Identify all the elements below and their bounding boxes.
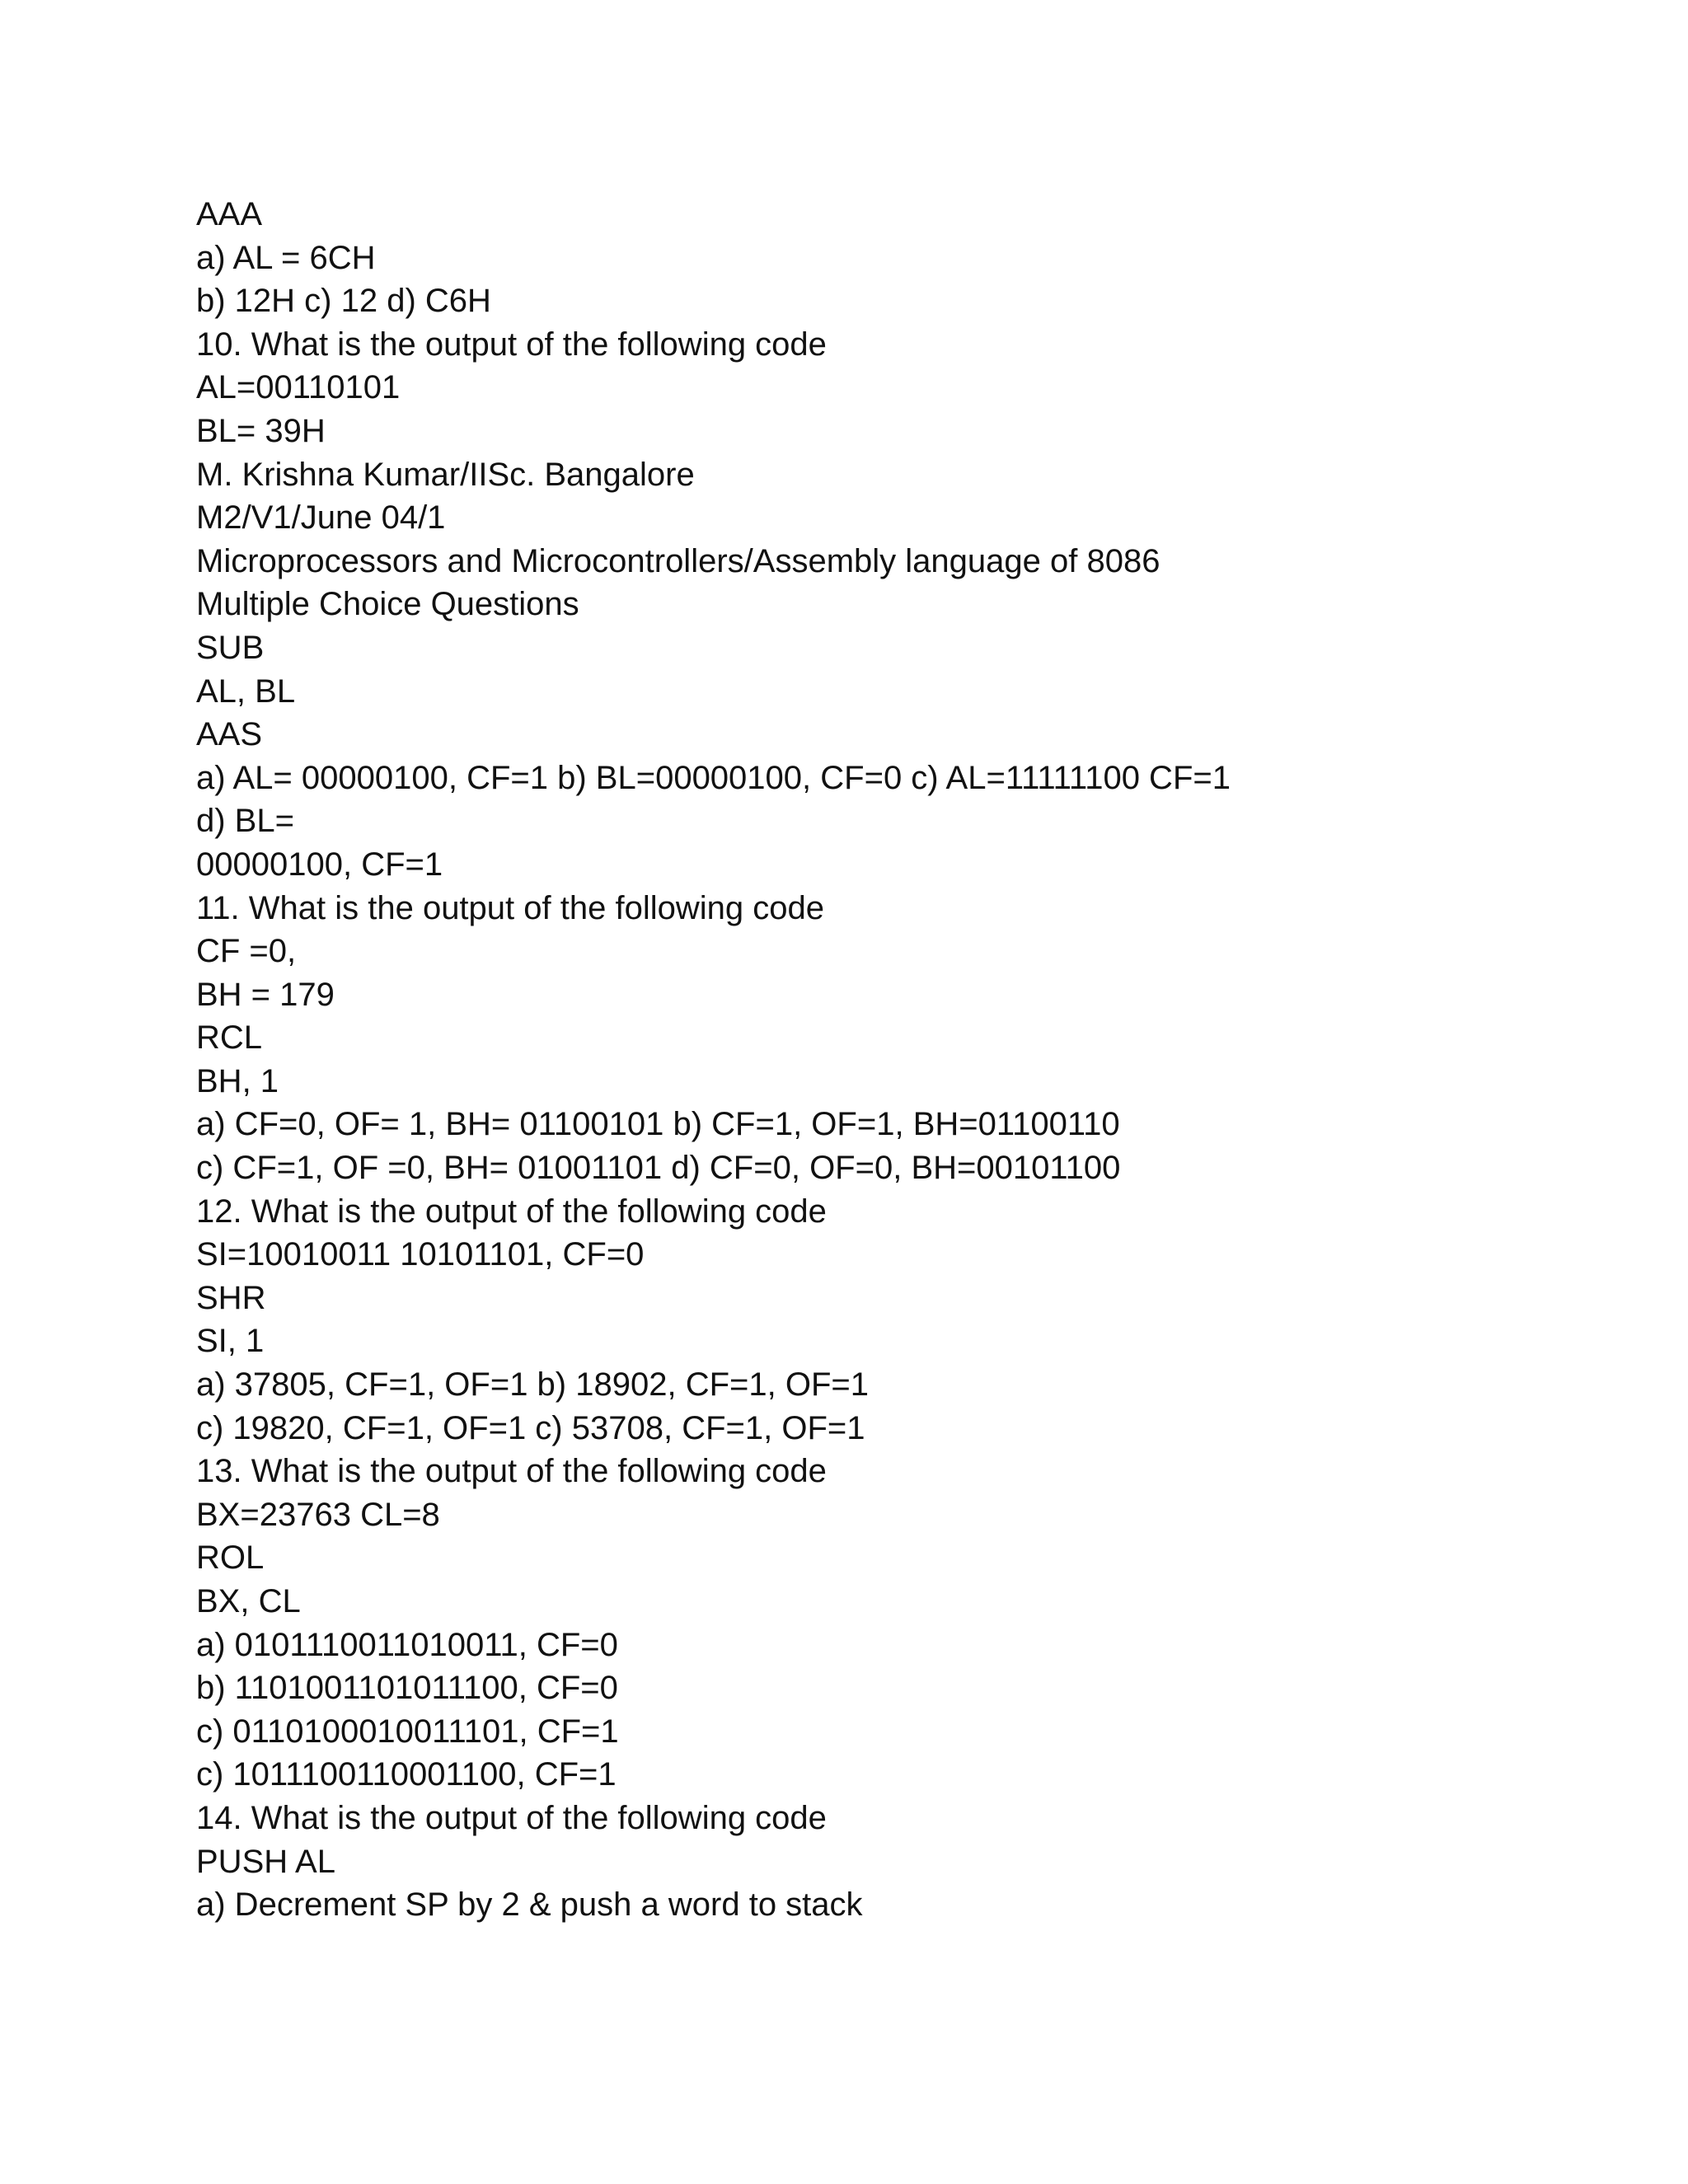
document-text [196, 193, 1597, 1927]
text-line: AAA [196, 196, 263, 232]
course-title: Microprocessors and Microcontrollers/Assembly language of 8086 [196, 542, 1160, 579]
answer-option-line: c) CF=1, OF =0, BH= 01001101 d) CF=0, OF=0, BH=00101100 [196, 1150, 1121, 1187]
code-line: PUSH AL [196, 1843, 335, 1880]
code-line: BX, CL [196, 1583, 301, 1619]
answer-option-line: a) 0101110011010011, CF=0 [196, 1626, 618, 1663]
author-line: M. Krishna Kumar/IISc. Bangalore [196, 456, 695, 493]
section-title: Multiple Choice Questions [196, 586, 579, 623]
code-line: BH = 179 [196, 976, 335, 1013]
answer-option-line: a) 37805, CF=1, OF=1 b) 18902, CF=1, OF=1 [196, 1366, 869, 1404]
answer-option-line: b) 12H c) 12 d) C6H [196, 283, 491, 320]
answer-option-line: a) Decrement SP by 2 & push a word to stack [196, 1886, 863, 1924]
version-line: M2/V1/June 04/1 [196, 499, 446, 537]
answer-option-line: c) 19820, CF=1, OF=1 c) 53708, CF=1, OF=1 [196, 1409, 865, 1446]
code-line: SI=10010011 10101101, CF=0 [196, 1236, 645, 1273]
question-10: 10. What is the output of the following code [196, 326, 827, 363]
question-13: 13. What is the output of the following code [196, 1453, 827, 1490]
answer-option-line: c) 1011100110001100, CF=1 [196, 1756, 617, 1793]
code-line: RCL [196, 1019, 263, 1057]
code-line: BX=23763 CL=8 [196, 1496, 440, 1533]
answer-option-line: d) BL= [196, 803, 294, 840]
code-line: SHR [196, 1279, 266, 1316]
question-14: 14. What is the output of the following code [196, 1799, 827, 1836]
answer-option-line: b) 1101001101011100, CF=0 [196, 1670, 618, 1707]
question-12: 12. What is the output of the following code [196, 1193, 827, 1230]
code-line: AL, BL [196, 673, 296, 710]
answer-option-line: a) CF=0, OF= 1, BH= 01100101 b) CF=1, OF=1, BH=01100110 [196, 1106, 1120, 1143]
answer-option-line: 00000100, CF=1 [196, 846, 443, 883]
code-line: AAS [196, 716, 263, 753]
code-line: BL= 39H [196, 412, 326, 449]
code-line: CF =0, [196, 933, 297, 970]
answer-option-line: c) 0110100010011101, CF=1 [196, 1713, 619, 1750]
code-line: AL=00110101 [196, 369, 401, 406]
answer-option-line: a) AL = 6CH [196, 239, 376, 276]
code-line: ROL [196, 1540, 265, 1577]
code-line: SUB [196, 629, 265, 666]
question-11: 11. What is the output of the following code [196, 889, 824, 926]
code-line: SI, 1 [196, 1323, 265, 1360]
code-line: BH, 1 [196, 1062, 279, 1099]
answer-option-line: a) AL= 00000100, CF=1 b) BL=00000100, CF=0 c) AL=11111100 CF=1 [196, 759, 1231, 796]
